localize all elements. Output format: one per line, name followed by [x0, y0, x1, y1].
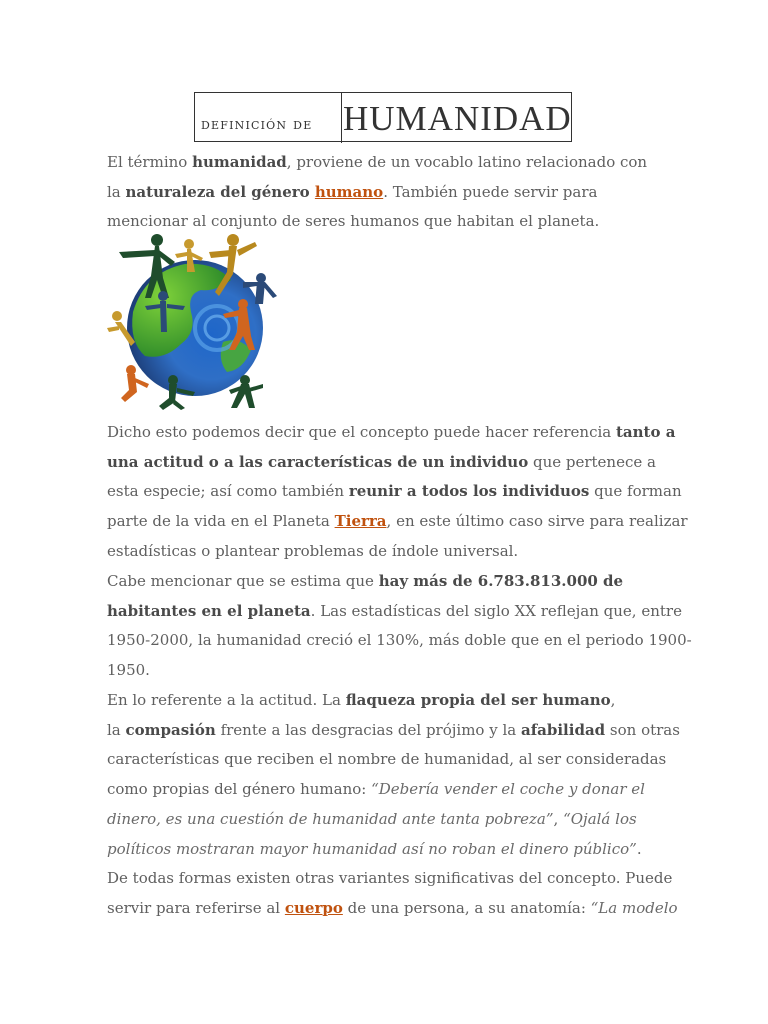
quote-text: políticos mostraran mayor humanidad así no roban el dinero público” — [107, 839, 637, 858]
bold-text: naturaleza del género — [125, 182, 315, 201]
text-run: Dicho esto podemos decir que el concepto puede hacer referencia — [107, 423, 616, 441]
text-run: frente a las desgracias del prójimo y la — [215, 720, 521, 739]
globe-with-people-icon — [105, 232, 279, 412]
bold-text: tanto a — [615, 423, 676, 441]
text-line — [107, 148, 667, 178]
bold-text: hay más de 6.783.813.000 de — [378, 572, 624, 590]
title-divider — [341, 93, 342, 143]
quote-text: “Ojalá los — [563, 809, 637, 828]
text-run: 1950. — [107, 661, 150, 680]
quote-text: “La modelo — [590, 898, 678, 917]
text-line — [107, 626, 692, 656]
link-cuerpo[interactable]: cuerpo — [284, 898, 343, 917]
text-line — [107, 835, 667, 865]
text-run: que forman — [589, 482, 682, 501]
text-line — [107, 178, 667, 208]
text-line — [107, 567, 667, 597]
bold-text: afabilidad — [520, 720, 606, 739]
text-run: características que reciben el nombre de humanidad, al ser consideradas — [107, 750, 667, 769]
text-run: , — [610, 691, 616, 709]
bold-text: una actitud o a las características de un individuo — [107, 452, 529, 471]
text-run: esta especie; así como también — [107, 482, 349, 501]
text-run: como propias del género humano: — [107, 780, 372, 799]
text-line — [107, 507, 688, 537]
text-run: mencionar al conjunto de seres humanos que habitan el planeta. — [107, 212, 600, 231]
text-run: estadísticas o plantear problemas de índole universal. — [107, 541, 519, 560]
text-run: parte de la vida en el Planeta — [107, 512, 335, 531]
text-line — [107, 537, 667, 567]
title-small-text: definición de — [201, 115, 313, 133]
text-run: , — [553, 809, 564, 828]
text-line — [107, 597, 682, 627]
text-run: servir para referirse al — [107, 898, 285, 917]
link-tierra[interactable]: Tierra — [334, 512, 387, 531]
text-line — [107, 418, 676, 448]
text-run: De todas formas existen otras variantes significativas del concepto. Puede — [107, 869, 673, 887]
link-humano[interactable]: humano — [314, 182, 384, 201]
text-run: 1950-2000, la humanidad creció el 130%, más doble que en el periodo 1900- — [107, 631, 692, 650]
title-box — [194, 92, 572, 142]
text-run: . También puede servir para — [383, 182, 598, 201]
text-run: que pertenece a — [528, 452, 656, 471]
text-run: Cabe mencionar que se estima que — [107, 572, 379, 590]
text-line — [107, 775, 667, 805]
paragraph-statistics — [107, 567, 692, 686]
paragraph-attitude — [107, 686, 680, 864]
bold-text: habitantes en el planeta — [107, 601, 311, 620]
text-run: , proviene de un vocablo latino relacionado con — [286, 153, 648, 171]
bold-text: reunir a todos los individuos — [348, 482, 590, 501]
text-run: son otras — [605, 720, 680, 739]
text-line — [107, 686, 667, 716]
text-line — [107, 716, 680, 746]
bold-text: flaqueza propia del ser humano — [345, 691, 611, 709]
bold-text: compasión — [125, 720, 216, 739]
paragraph-intro — [107, 148, 667, 237]
text-run: la — [107, 720, 126, 739]
text-line — [107, 864, 673, 894]
bold-text: humanidad — [192, 153, 287, 171]
paragraph-variants — [107, 864, 678, 923]
paragraph-concept — [107, 418, 688, 567]
text-run: El término — [107, 153, 193, 171]
text-line — [107, 805, 667, 835]
title-big-text: HUMANIDAD — [343, 99, 572, 138]
text-run: . — [636, 839, 642, 858]
text-line — [107, 894, 678, 924]
text-run: En lo referente a la actitud. La — [107, 691, 346, 709]
text-line — [107, 745, 667, 775]
text-line — [107, 477, 682, 507]
quote-text: “Debería vender el coche y donar el — [371, 780, 645, 799]
text-run: de una persona, a su anatomía: — [342, 898, 591, 917]
text-line — [107, 656, 667, 686]
quote-text: dinero, es una cuestión de humanidad ante tanta pobreza” — [107, 809, 554, 828]
text-line — [107, 448, 667, 478]
text-run: , en este último caso sirve para realizar — [386, 512, 688, 531]
text-run: la — [107, 182, 126, 201]
text-run: . Las estadísticas del siglo XX reflejan que, entre — [310, 601, 682, 620]
